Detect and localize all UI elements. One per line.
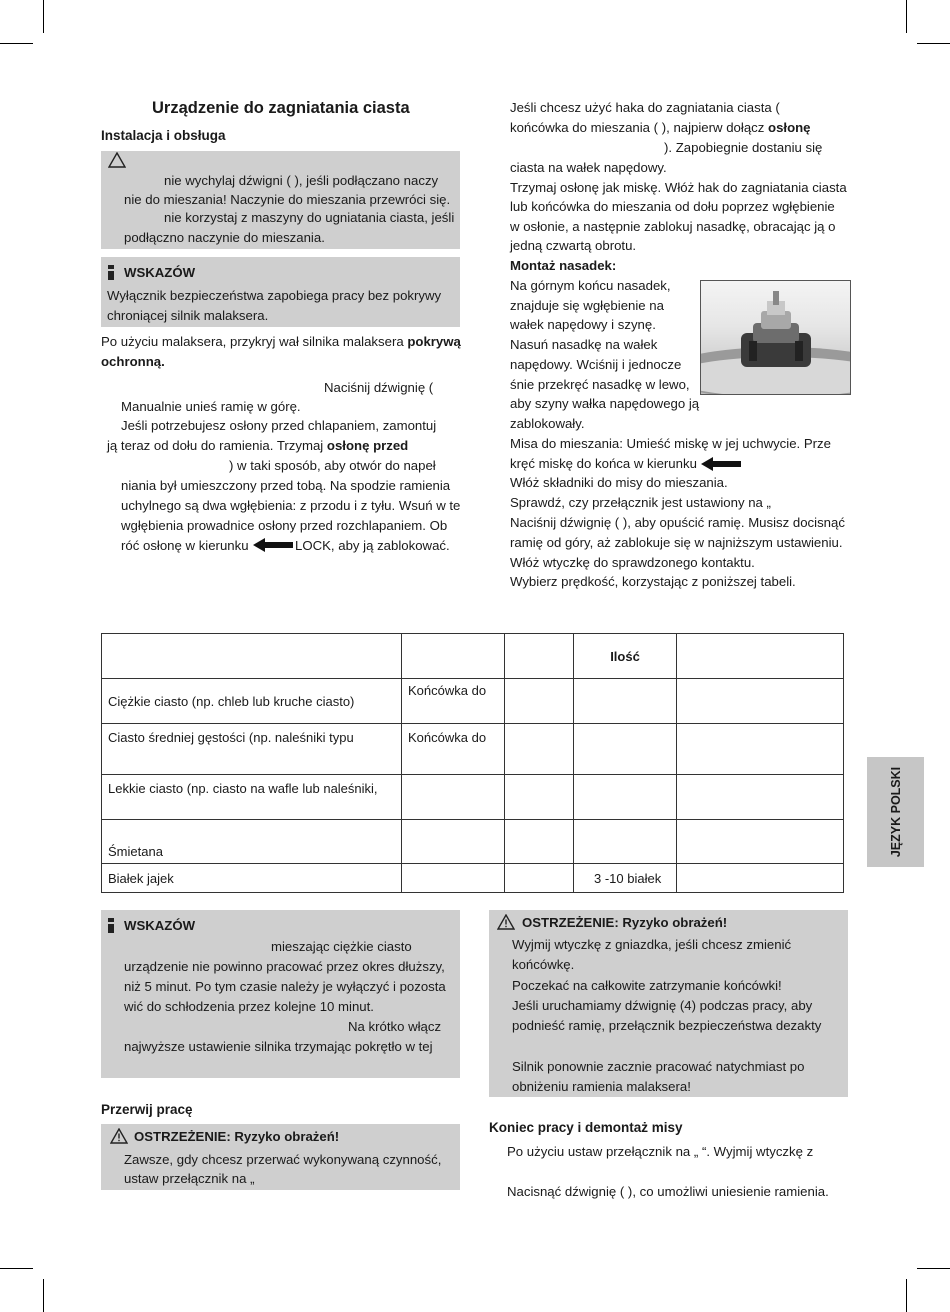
table-cell: Lekkie ciasto (np. ciasto na wafle lub naleśniki, bbox=[102, 775, 402, 820]
note-text: najwyższe ustawienie silnika trzymając pokrętło w tej bbox=[124, 1039, 433, 1054]
paragraph: końcówka do mieszania ( ), najpierw dołącz osłonę bbox=[510, 120, 811, 135]
warning-icon bbox=[497, 914, 515, 930]
warning-text: Poczekać na całkowite zatrzymanie końcówki! bbox=[512, 978, 782, 993]
table-cell bbox=[402, 820, 505, 864]
mount-text: Na górnym końcu nasadek, bbox=[510, 278, 671, 293]
table-cell bbox=[505, 864, 574, 893]
step-text: niania był umieszczony przed tobą. Na spodzie ramienia bbox=[121, 478, 451, 493]
mount-text: Nasuń nasadkę na wałek bbox=[510, 337, 658, 352]
note-text: Na krótko włącz bbox=[348, 1019, 442, 1034]
step-text: ) w taki sposób, aby otwór do napeł bbox=[229, 458, 436, 473]
crop-mark bbox=[917, 43, 950, 44]
mount-text: zablokowały. bbox=[510, 416, 585, 431]
language-tab bbox=[867, 757, 924, 867]
arrow-left-icon bbox=[701, 457, 741, 471]
attachment-photo bbox=[700, 280, 851, 395]
paragraph: Trzymaj osłonę jak miskę. Włóż hak do zagniatania ciasta bbox=[510, 180, 847, 195]
note-text: wić do schłodzenia przez kolejne 10 minut. bbox=[124, 999, 374, 1014]
bowl-text: Włóż składniki do misy do mieszania. bbox=[510, 475, 728, 490]
warning-text: podnieść ramię, przełącznik bezpieczeństwa dezakty bbox=[512, 1018, 822, 1033]
paragraph: ochronną. bbox=[101, 354, 165, 369]
table-cell: Ciasto średniej gęstości (np. naleśniki typu bbox=[102, 724, 402, 775]
table-cell: Śmietana bbox=[102, 820, 402, 864]
paragraph: lub końcówka do mieszania od dołu poprzez wgłębienie bbox=[510, 199, 835, 214]
table-cell bbox=[402, 775, 505, 820]
warning-text: Jeśli uruchamiamy dźwignię (4) podczas pracy, aby bbox=[512, 998, 813, 1013]
table-cell bbox=[505, 775, 574, 820]
table-cell bbox=[574, 724, 677, 775]
crop-mark bbox=[917, 1268, 950, 1269]
warning-text: nie wychylaj dźwigni ( ), jeśli podłączano naczy bbox=[164, 173, 439, 188]
table-row bbox=[102, 679, 844, 724]
warning-text: końcówkę. bbox=[512, 957, 575, 972]
mount-text: znajduje się wgłębienie na bbox=[510, 298, 664, 313]
bowl-text: ramię od góry, aż zablokuje się w najniższym ustawieniu. bbox=[510, 535, 843, 550]
warning-text: Wyjmij wtyczkę z gniazdka, jeśli chcesz zmienić bbox=[512, 937, 792, 952]
mount-text: aby szyny wałka napędowego ją bbox=[510, 396, 700, 411]
step-text: Jeśli potrzebujesz osłony przed chlapaniem, zamontuj bbox=[121, 418, 437, 433]
stop-heading: Przerwij pracę bbox=[101, 1102, 193, 1117]
table-row bbox=[102, 820, 844, 864]
mount-text: napędowy. Wciśnij i jednocze bbox=[510, 357, 682, 372]
step-text: róć osłonę w kierunku bbox=[121, 538, 249, 553]
end-heading: Koniec pracy i demontaż misy bbox=[489, 1120, 683, 1135]
bowl-text: Misa do mieszania: Umieść miskę w jej uchwycie. Prze bbox=[510, 436, 831, 451]
note-text: chroniącej silnik malaksera. bbox=[107, 308, 269, 323]
paragraph: Jeśli chcesz użyć haka do zagniatania ciasta ( bbox=[510, 100, 780, 115]
warning-text: nie korzystaj z maszyny do ugniatania ciasta, jeśli bbox=[164, 210, 455, 225]
crop-mark bbox=[906, 1279, 907, 1312]
table-cell: 3 -10 białek bbox=[574, 864, 677, 893]
crop-mark bbox=[0, 43, 33, 44]
warning-text: Zawsze, gdy chcesz przerwać wykonywaną czynność, bbox=[124, 1152, 442, 1167]
step-text: Manualnie unieś ramię w górę. bbox=[121, 399, 301, 414]
bowl-text: kręć miskę do końca w kierunku bbox=[510, 456, 697, 471]
table-cell: Białek jajek bbox=[102, 864, 402, 893]
step-text: wgłębienia prowadnice osłony przed rozchlapaniem. Ob bbox=[121, 518, 448, 533]
warning-icon bbox=[110, 1128, 128, 1144]
step-text: uchylnego są dwa wgłębienia: z przodu i z tyłu. Wsuń w te bbox=[121, 498, 461, 513]
paragraph: ciasta na wałek napędowy. bbox=[510, 160, 667, 175]
table-row bbox=[102, 864, 844, 893]
language-tab-label: JĘZYK POLSKI bbox=[888, 766, 903, 858]
table-header-cell bbox=[402, 634, 505, 679]
note-text: Wyłącznik bezpieczeństwa zapobiega pracy bez pokrywy bbox=[107, 288, 442, 303]
crop-mark bbox=[43, 0, 44, 33]
bowl-text: Włóż wtyczkę do sprawdzonego kontaktu. bbox=[510, 555, 755, 570]
step-text: ją teraz od dołu do ramienia. Trzymaj osłonę przed bbox=[107, 438, 409, 453]
mount-text: wałek napędowy i szynę. bbox=[510, 317, 656, 332]
bowl-text: Wybierz prędkość, korzystając z poniższej tabeli. bbox=[510, 574, 796, 589]
table-cell bbox=[574, 679, 677, 724]
warning-text: obniżeniu ramienia malaksera! bbox=[512, 1079, 691, 1094]
crop-mark bbox=[43, 1279, 44, 1312]
note-text: urządzenie nie powinno pracować przez okres dłuższy, bbox=[124, 959, 445, 974]
table-cell bbox=[677, 724, 844, 775]
mixing-table bbox=[101, 633, 844, 893]
table-row bbox=[102, 724, 844, 775]
bowl-text: Naciśnij dźwignię ( ), aby opuścić ramię. Musisz docisnąć bbox=[510, 515, 845, 530]
table-cell bbox=[677, 820, 844, 864]
table-header-cell: Ilość bbox=[574, 634, 677, 679]
paragraph: jedną czwartą obrotu. bbox=[510, 238, 637, 253]
section-title: Urządzenie do zagniatania ciasta bbox=[152, 99, 410, 117]
warning-text: Silnik ponownie zacznie pracować natychmiast po bbox=[512, 1059, 805, 1074]
table-cell bbox=[505, 820, 574, 864]
note-heading: WSKAZÓW bbox=[124, 918, 196, 933]
bowl-text: Sprawdź, czy przełącznik jest ustawiony na „ bbox=[510, 495, 771, 510]
warning-heading: OSTRZEŻENIE: Ryzyko obrażeń! bbox=[134, 1129, 340, 1144]
table-cell bbox=[677, 679, 844, 724]
step-text: LOCK, aby ją zablokować. bbox=[295, 538, 450, 553]
table-cell bbox=[402, 864, 505, 893]
mount-heading: Montaż nasadek: bbox=[510, 258, 617, 273]
info-icon bbox=[108, 265, 114, 280]
note-text: mieszając ciężkie ciasto bbox=[271, 939, 412, 954]
arrow-left-icon bbox=[253, 538, 293, 552]
table-cell bbox=[505, 679, 574, 724]
table-header-cell bbox=[102, 634, 402, 679]
note-heading: WSKAZÓW bbox=[124, 265, 196, 280]
table-header-cell bbox=[505, 634, 574, 679]
warning-text: podłączno naczynie do mieszania. bbox=[124, 230, 325, 245]
table-cell bbox=[677, 864, 844, 893]
table-cell: Ciężkie ciasto (np. chleb lub kruche ciasto) bbox=[102, 679, 402, 724]
warning-text: ustaw przełącznik na „ bbox=[124, 1171, 255, 1186]
table-cell bbox=[677, 775, 844, 820]
note-text: niż 5 minut. Po tym czasie należy je wyłączyć i pozosta bbox=[124, 979, 446, 994]
mount-text: śnie przekręć nasadkę w lewo, bbox=[510, 377, 690, 392]
paragraph: Po użyciu malaksera, przykryj wał silnika malaksera pokrywą bbox=[101, 334, 461, 349]
paragraph: w osłonie, a następnie zablokuj nasadkę, obracając ją o bbox=[510, 219, 836, 234]
warning-text: nie do mieszania! Naczynie do mieszania przewróci się. bbox=[124, 192, 451, 207]
paragraph: ). Zapobiegnie dostaniu się bbox=[664, 140, 823, 155]
table-cell bbox=[574, 820, 677, 864]
paragraph: Naciśnij dźwignię ( bbox=[324, 380, 434, 395]
end-text: Nacisnąć dźwignię ( ), co umożliwi uniesienie ramienia. bbox=[507, 1184, 829, 1199]
warning-heading: OSTRZEŻENIE: Ryzyko obrażeń! bbox=[522, 915, 728, 930]
table-row bbox=[102, 775, 844, 820]
crop-mark bbox=[0, 1268, 33, 1269]
table-cell: Końcówka do bbox=[402, 679, 505, 724]
table-cell bbox=[505, 724, 574, 775]
crop-mark bbox=[906, 0, 907, 33]
table-header-row bbox=[102, 634, 844, 679]
info-icon bbox=[108, 918, 114, 933]
install-heading: Instalacja i obsługa bbox=[101, 128, 226, 143]
warning-icon bbox=[108, 152, 126, 168]
table-header-cell bbox=[677, 634, 844, 679]
table-cell: Końcówka do bbox=[402, 724, 505, 775]
end-text: Po użyciu ustaw przełącznik na „ “. Wyjmij wtyczkę z bbox=[507, 1144, 814, 1159]
table-cell bbox=[574, 775, 677, 820]
